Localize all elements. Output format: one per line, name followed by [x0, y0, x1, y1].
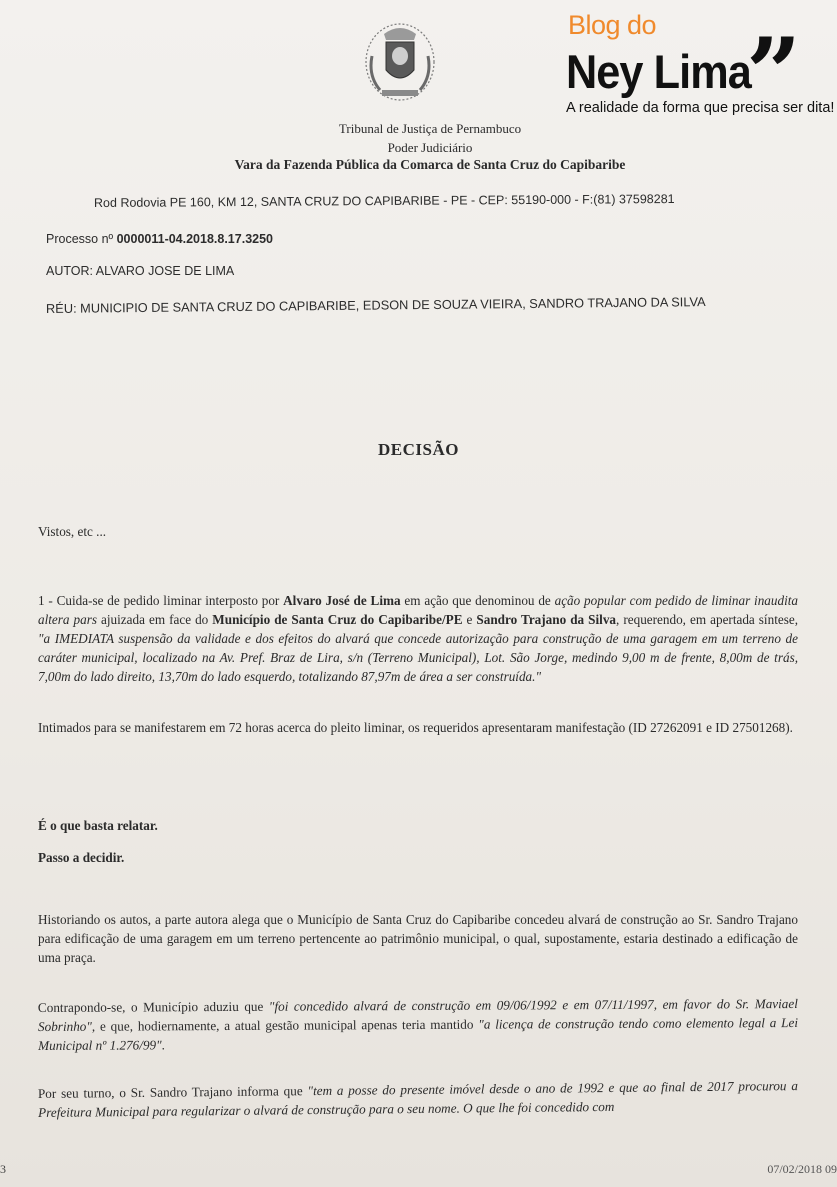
p1-c: em ação que denominou de [400, 593, 555, 608]
process-line [46, 232, 273, 246]
paragraph-4: Passo a decidir. [38, 850, 125, 865]
p1-e: ajuizada em face do [96, 612, 213, 627]
p6-b: "foi concedido alvará de construção em 09/06/1992 e em 07/11/1997, em favor do Sr. Maviael Sobrinho" [37, 996, 798, 1034]
court-address: Rod Rodovia PE 160, KM 12, SANTA CRUZ DO CAPIBARIBE - PE - CEP: 55190-000 - F:(81) 37598281 [93, 191, 675, 211]
author-line: AUTOR: ALVARO JOSE DE LIMA [46, 264, 235, 278]
process-number: 0000011-04.2018.8.17.3250 [116, 232, 273, 246]
paragraph-2: Intimados para se manifestarem em 72 horas acerca do pleito liminar, os requeridos apresentaram manifestação (ID 27262091 e ID 27501268). [38, 720, 793, 735]
document-title: DECISÃO [378, 440, 459, 459]
p6-d: "a licença de construção tendo como elemento legal a Lei Municipal nº 1.276/99" [38, 1015, 799, 1053]
paragraph-6 [38, 994, 798, 1055]
p1-f: Município de Santa Cruz do Capibaribe/PE [212, 612, 463, 627]
p6-a: Contrapondo-se, o Município aduziu que [37, 998, 269, 1015]
p1-d: ação popular com pedido de liminar inaudita altera pars [38, 593, 798, 627]
p1-b: Alvaro José de Lima [283, 593, 401, 608]
defendant-line: RÉU: MUNICIPIO DE SANTA CRUZ DO CAPIBARIBE, EDSON DE SOUZA VIEIRA, SANDRO TRAJANO DA SILVA [45, 294, 706, 316]
paragraph-3: É o que basta relatar. [38, 818, 158, 833]
p6-e: . [161, 1037, 165, 1053]
blog-prefix: Blog do [568, 10, 657, 40]
blog-name: Ney Lima [566, 45, 751, 98]
paragraph-7 [38, 1076, 798, 1122]
blog-watermark [566, 8, 835, 130]
paragraph-1 [38, 591, 798, 686]
p1-h: Sandro Trajano da Silva [476, 612, 617, 627]
print-timestamp: 07/02/2018 09 [767, 1162, 837, 1176]
p1-a: 1 - Cuida-se de pedido liminar interposto por [38, 593, 284, 608]
court-name: Tribunal de Justiça de Pernambuco [338, 121, 522, 136]
p7-a: Por seu turno, o Sr. Sandro Trajano informa que [37, 1083, 308, 1101]
process-label: Processo nº [46, 232, 114, 246]
branch-name: Poder Judiciário [387, 140, 473, 155]
p1-i: , requerendo, em apertada síntese, [616, 612, 798, 627]
paragraph-5: Historiando os autos, a parte autora alega que o Município de Santa Cruz do Capibaribe concedeu alvará de construção ao Sr. Sandro Trajano para edificação de uma garagem em um terreno pertencente ao patrimônio municipal, o qual, supostamente, estaria destinado a edificação de uma praça. [38, 912, 798, 965]
p1-j: "a IMEDIATA suspensão da validade e dos efeitos do alvará que concede autorização para construção de uma garagem em um terreno de caráter municipal, localizado na Av. Pref. Braz de Lira, s/n (Terreno Municipal), Lot. São Jorge, medindo 9,00 m de frente, 8,00m de trás, 7,00m do lado direito, 13,70m do lado esquerdo, totalizando 87,97m de área a ser construída." [38, 631, 798, 684]
blog-tagline: A realidade da forma que precisa ser dita! [566, 100, 835, 116]
division-name: Vara da Fazenda Pública da Comarca de Santa Cruz do Capibaribe [234, 157, 626, 172]
coat-of-arms-icon [362, 16, 438, 104]
p6-c: , e que, hodiernamente, a atual gestão municipal apenas teria mantido [91, 1016, 479, 1034]
page-fragment: 3 [0, 1162, 6, 1176]
quote-mark-icon: ” [746, 17, 802, 130]
p7-b: "tem a posse do presente imóvel desde o ano de 1992 e que ao final de 2017 procurou a Prefeitura Municipal para regularizar o alvará de construção para o seu nome. O que lhe foi concedido com [38, 1078, 798, 1120]
p1-g: e [462, 612, 477, 627]
opening: Vistos, etc ... [38, 524, 107, 539]
